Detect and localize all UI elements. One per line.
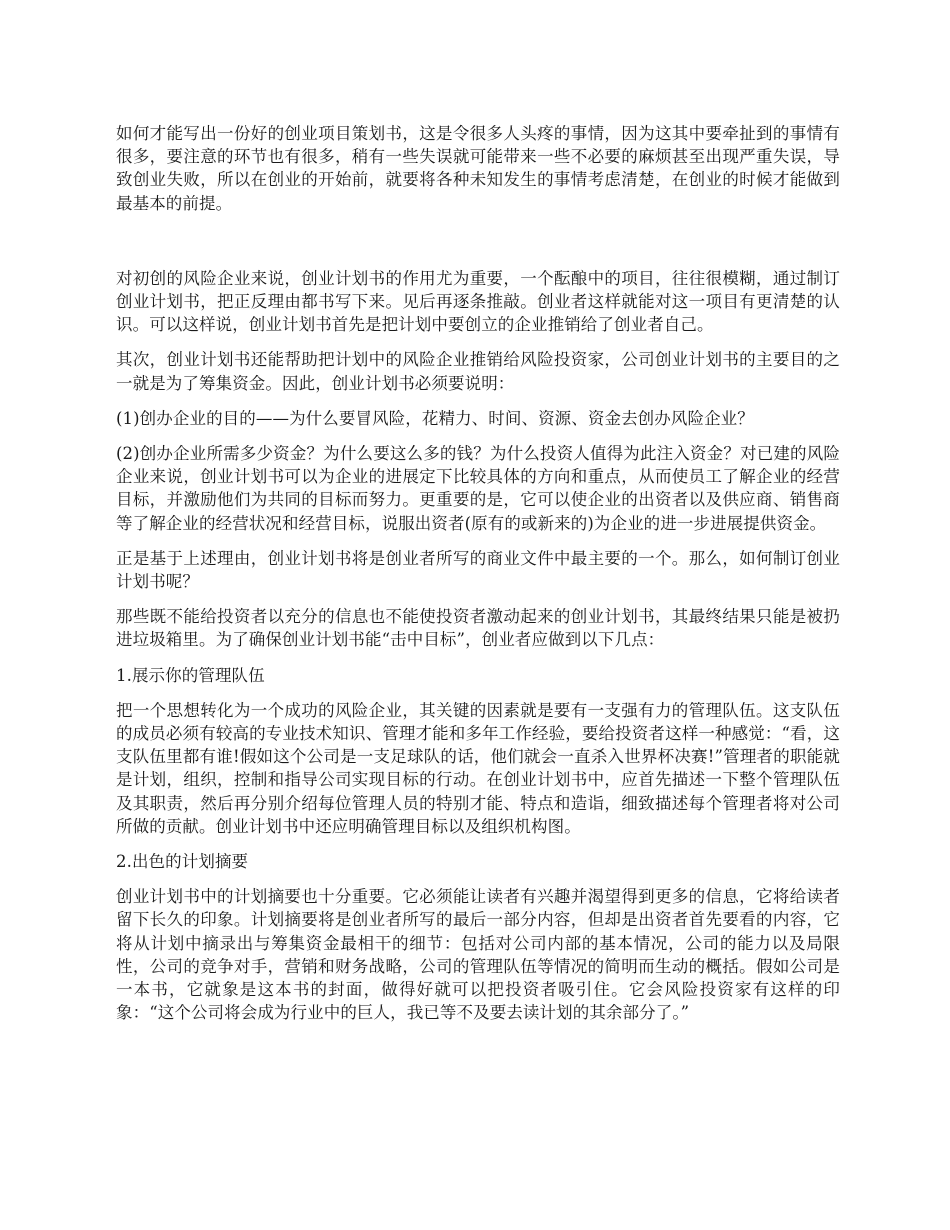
body-paragraph: 对初创的风险企业来说，创业计划书的作用尤为重要，一个酝酿中的项目，往往很模糊，通过制订创业计划书，把正反理由都书写下来。见后再逐条推敲。创业者这样就能对这一项目有更清楚的认识。可以这样说，创业计划书首先是把计划中要创立的企业推销给了创业者自己。 xyxy=(116,268,840,335)
body-paragraph: 那些既不能给投资者以充分的信息也不能使投资者激动起来的创业计划书，其最终结果只能是被扔进垃圾箱里。为了确保创业计划书能“击中目标”，创业者应做到以下几点： xyxy=(116,607,840,650)
section-heading: 2.出色的计划摘要 xyxy=(116,852,249,872)
body-paragraph: 把一个思想转化为一个成功的风险企业，其关键的因素就是要有一支强有力的管理队伍。这支队伍的成员必须有较高的专业技术知识、管理才能和多年工作经验，要给投资者这样一种感觉：“看，这支队伍里都有谁!假如这个公司是一支足球队的话，他们就会一直杀入世界杯决赛!”管理者的职能就是计划，组织，控制和指导公司实现目标的行动。在创业计划书中，应首先描述一下整个管理队伍及其职责，然后再分别介绍每位管理人员的特别才能、特点和造诣，细致描述每个管理者将对公司所做的贡献。创业计划书中还应明确管理目标以及组织机构图。 xyxy=(116,700,840,836)
document-body xyxy=(116,122,840,1037)
body-paragraph: 其次，创业计划书还能帮助把计划中的风险企业推销给风险投资家，公司创业计划书的主要目的之一就是为了筹集资金。因此，创业计划书必须要说明： xyxy=(116,350,840,393)
body-paragraph: 正是基于上述理由，创业计划书将是创业者所写的商业文件中最主要的一个。那么，如何制订创业计划书呢？ xyxy=(116,548,840,592)
body-paragraph: (2)创办企业所需多少资金？为什么要这么多的钱？为什么投资人值得为此注入资金？对已建的风险企业来说，创业计划书可以为企业的进展定下比较具体的方向和重点，从而使员工了解企业的经营目标，并激励他们为共同的目标而努力。更重要的是，它可以使企业的出资者以及供应商、销售商等了解企业的经营状况和经营目标，说服出资者(原有的或新来的)为企业的进一步进展提供资金。 xyxy=(116,444,840,533)
body-paragraph: (1)创办企业的目的——为什么要冒风险，花精力、时间、资源、资金去创办风险企业？ xyxy=(116,408,754,428)
body-paragraph: 创业计划书中的计划摘要也十分重要。它必须能让读者有兴趣并渴望得到更多的信息，它将给读者留下长久的印象。计划摘要将是创业者所写的最后一部分内容，但却是出资者首先要看的内容，它将从计划中摘录出与筹集资金最相干的细节：包括对公司内部的基本情况，公司的能力以及局限性，公司的竞争对手，营销和财务战略，公司的管理队伍等情况的简明而生动的概括。假如公司是一本书，它就象是这本书的封面，做得好就可以把投资者吸引住。它会风险投资家有这样的印象：“这个公司将会成为行业中的巨人，我已等不及要去读计划的其余部分了。” xyxy=(116,887,840,1023)
intro-paragraph: 如何才能写出一份好的创业项目策划书，这是令很多人头疼的事情，因为这其中要牵扯到的事情有很多，要注意的环节也有很多，稍有一些失误就可能带来一些不必要的麻烦甚至出现严重失误，导致创业失败，所以在创业的开始前，就要将各种未知发生的事情考虑清楚，在创业的时候才能做到最基本的前提。 xyxy=(116,124,840,213)
section-heading: 1.展示你的管理队伍 xyxy=(116,665,265,685)
